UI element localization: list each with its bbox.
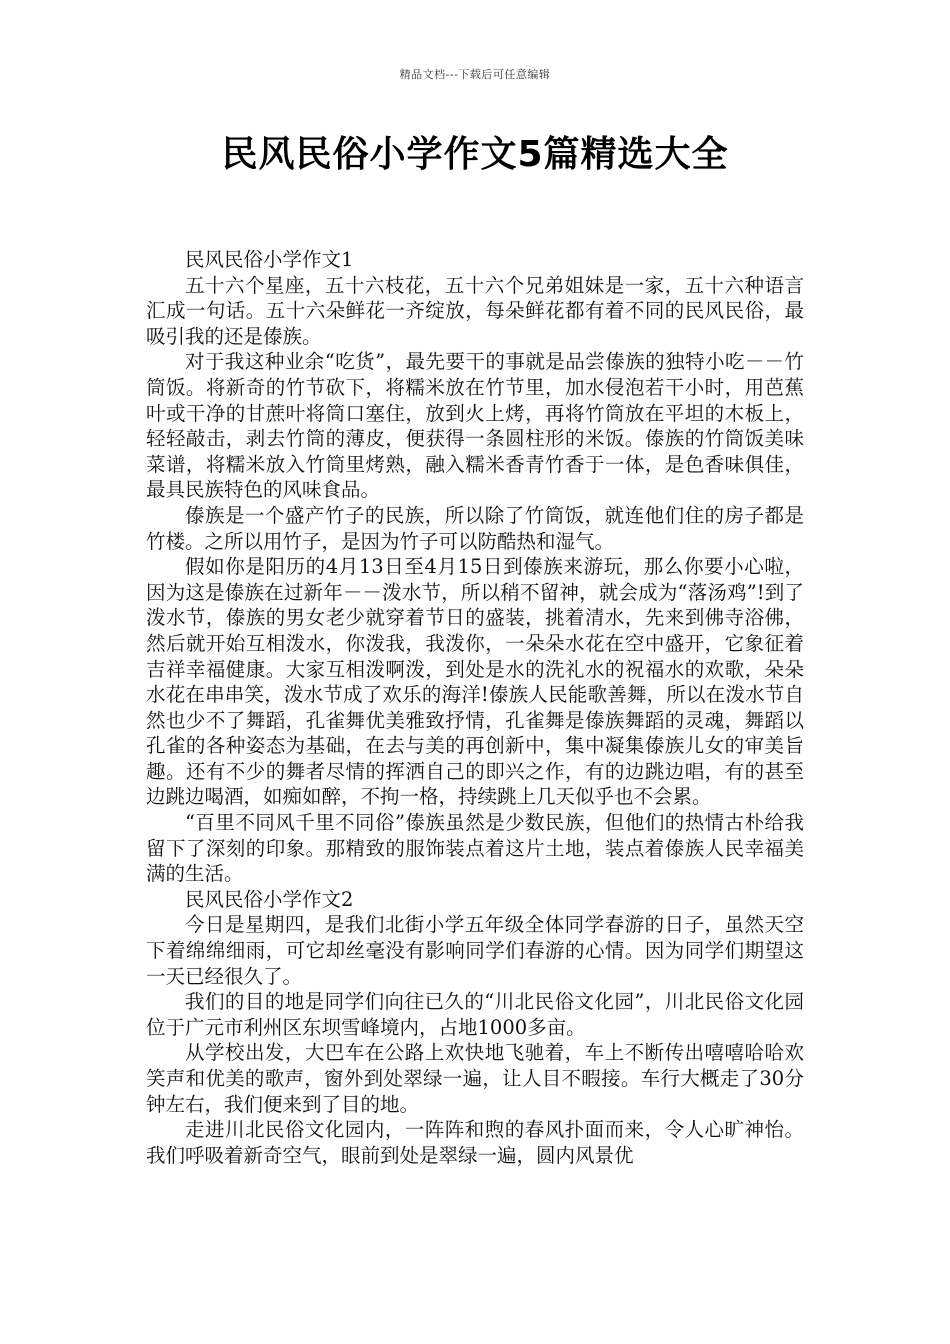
paragraph: 走进川北民俗文化园内，一阵阵和煦的春风扑面而来，令人心旷神怡。我们呼吸着新奇空气，眼前到处是翠绿一遍，圆内风景优: [146, 1118, 804, 1167]
section-heading: 民风民俗小学作文1: [185, 248, 354, 271]
paragraph: 从学校出发，大巴车在公路上欢快地飞驰着，车上不断传出嘻嘻哈哈欢笑声和优美的歌声，窗外到处翠绿一遍，让人目不暇接。车行大概走了30分钟左右，我们便来到了目的地。: [146, 1041, 804, 1116]
document-body: [146, 247, 804, 1168]
page-header: 精品文档---下载后可任意编辑: [399, 68, 551, 81]
paragraph: 对于我这种业余“吃货”，最先要干的事就是品尝傣族的独特小吃－－竹筒饭。将新奇的竹节砍下，将糯米放在竹节里，加水侵泡若干小时，用芭蕉叶或干净的甘蔗叶将筒口塞住，放到火上烤，再将竹筒放在平坦的木板上，轻轻敲击，剥去竹筒的薄皮，便获得一条圆柱形的米饭。傣族的竹筒饭美味菜谱，将糯米放入竹筒里烤熟，融入糯米香青竹香于一体，是色香味俱佳，最具民族特色的风味食品。: [146, 350, 804, 502]
paragraph: 今日是星期四，是我们北街小学五年级全体同学春游的日子，虽然天空下着绵绵细雨，可它却丝毫没有影响同学们春游的心情。因为同学们期望这一天已经很久了。: [146, 913, 804, 988]
paragraph: 傣族是一个盛产竹子的民族，所以除了竹筒饭，就连他们住的房子都是竹楼。之所以用竹子，是因为竹子可以防酷热和湿气。: [146, 503, 804, 553]
paragraph: 假如你是阳历的4月13日至4月15日到傣族来游玩，那么你要小心啦，因为这是傣族在过新年－－泼水节，所以稍不留神，就会成为“落汤鸡”!到了泼水节，傣族的男女老少就穿着节日的盛装，挑着清水，先来到佛寺浴佛，然后就开始互相泼水，你泼我，我泼你，一朵朵水花在空中盛开，它象征着吉祥幸福健康。大家互相泼啊泼，到处是水的洗礼水的祝福水的欢歌，朵朵水花在串串笑，泼水节成了欢乐的海洋!傣族人民能歌善舞，所以在泼水节自然也少不了舞蹈，孔雀舞优美雅致抒情，孔雀舞是傣族舞蹈的灵魂，舞蹈以孔雀的各种姿态为基础，在去与美的再创新中，集中凝集傣族儿女的审美旨趣。还有不少的舞者尽情的挥洒自己的即兴之作，有的边跳边唱，有的甚至边跳边喝酒，如痴如醉，不拘一格，持续跳上几天似乎也不会累。: [146, 555, 804, 809]
section-heading: 民风民俗小学作文2: [185, 887, 354, 911]
paragraph: 我们的目的地是同学们向往已久的“川北民俗文化园”，川北民俗文化园位于广元市利州区东坝雪峰境内，占地1000多亩。: [146, 990, 804, 1039]
paragraph: 五十六个星座，五十六枝花，五十六个兄弟姐妹是一家，五十六种语言汇成一句话。五十六朵鲜花一齐绽放，每朵鲜花都有着不同的民风民俗，最吸引我的还是傣族。: [146, 273, 804, 348]
document-title: 民风民俗小学作文5篇精选大全: [221, 134, 729, 175]
paragraph: “百里不同风千里不同俗”傣族虽然是少数民族，但他们的热情古朴给我留下了深刻的印象。那精致的服饰装点着这片土地，装点着傣族人民幸福美满的生活。: [146, 811, 804, 886]
